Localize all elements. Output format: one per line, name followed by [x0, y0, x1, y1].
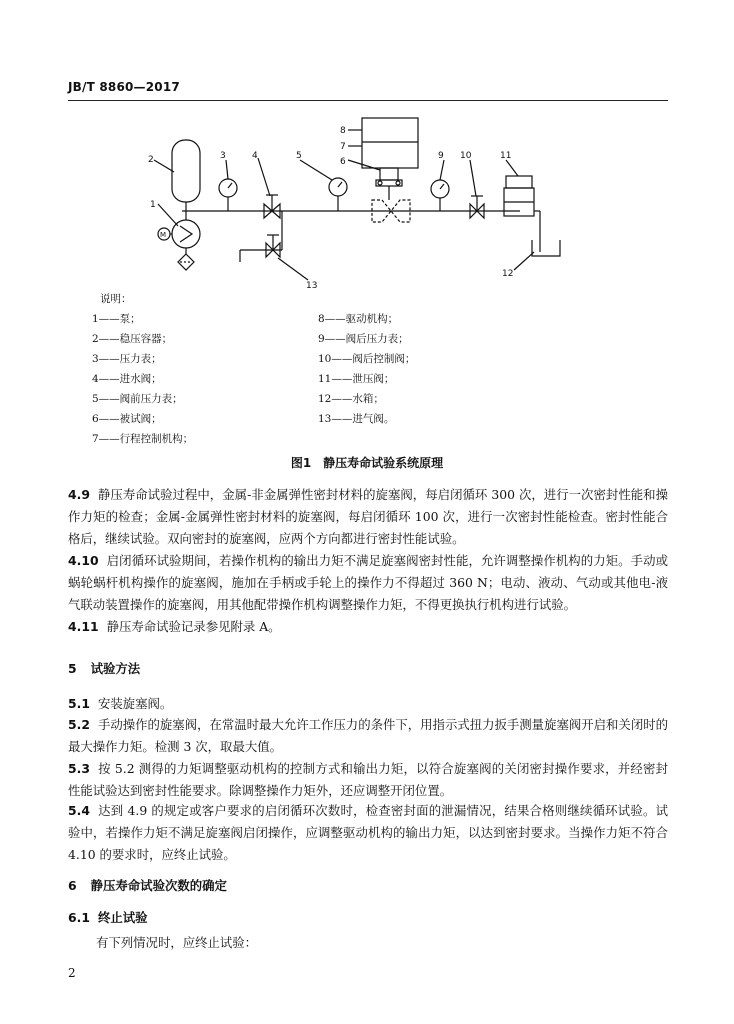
- legend-item: 1——泵；: [92, 313, 141, 325]
- legend-item: 13——进气阀。: [318, 413, 395, 425]
- label-9: 9: [438, 151, 444, 161]
- drive-mechanism-shape: [362, 118, 418, 168]
- label-11: 11: [500, 151, 512, 161]
- section-number: 6: [68, 878, 77, 893]
- clause-text: 按 5.2 测得的力矩调整驱动机构的控制方式和输出力矩，以符合旋塞阀的关闭密封操作要求，并经密封性能试验达到密封性能要求。除调整操作力矩外，还应调整开闭位置。: [68, 761, 668, 798]
- header-rule: [68, 100, 668, 101]
- test-system-diagram: [140, 112, 580, 292]
- legend-title: 说明：: [100, 293, 132, 305]
- clause-4-9: [68, 484, 668, 550]
- legend-left-column: [92, 309, 193, 449]
- clause-5-1: [68, 693, 668, 715]
- section-6-heading: [68, 876, 227, 894]
- legend-item: 12——水箱；: [318, 393, 384, 405]
- clause-number: 4.11: [68, 619, 99, 634]
- legend-right-column: [318, 309, 415, 429]
- legend-item: 5——阀前压力表；: [92, 393, 183, 405]
- label-5: 5: [296, 151, 302, 161]
- water-tank-shape: [532, 240, 560, 256]
- legend-item: 8——驱动机构；: [318, 313, 399, 325]
- clause-text: 达到 4.9 的规定或客户要求的启闭循环次数时，检查密封面的泄漏情况，结果合格则继续循环试验。试验中，若操作力矩不满足旋塞阀启闭操作，应调整驱动机构的输出力矩，以达到密封要求。当操作力矩不符合 4.10 的要求时，应终止试验。: [68, 803, 668, 862]
- legend-item: 4——进水阀；: [92, 373, 162, 385]
- section-5-heading: [68, 659, 140, 677]
- clause-number: 5.1: [68, 696, 90, 711]
- clause-number: 4.10: [68, 553, 99, 568]
- clause-5-2: [68, 714, 668, 758]
- clause-number: 5.4: [68, 803, 90, 818]
- section-title: 试验方法: [90, 661, 141, 676]
- label-7: 7: [340, 142, 346, 152]
- label-2: 2: [148, 155, 154, 165]
- section-number: 5: [68, 661, 77, 676]
- clause-5-4: [68, 800, 668, 866]
- label-4: 4: [252, 151, 258, 161]
- motor-label: M: [160, 231, 167, 239]
- section-6-1-intro: 有下列情况时，应终止试验：: [96, 935, 258, 950]
- clause-text: 静压寿命试验记录参见附录 A。: [106, 619, 281, 634]
- clause-text: 启闭循环试验期间，若操作机构的输出力矩不满足旋塞阀密封性能，允许调整操作机构的力矩。手动或蜗轮蜗杆机构操作的旋塞阀，施加在手柄或手轮上的操作力不得超过 360 N；电动、液动、气动或其他电-液气联动装置操作的旋塞阀，用其他配带操作机构调整操作力矩，不得更换执行机构进行试验。: [68, 553, 668, 612]
- legend-item: 9——阀后压力表；: [318, 333, 409, 345]
- clause-5-3: [68, 758, 668, 802]
- legend-item: 2——稳压容器；: [92, 333, 173, 345]
- legend-item: 11——泄压阀；: [318, 373, 395, 385]
- legend-item: 6——被试阀；: [92, 413, 162, 425]
- clause-text: 静压寿命试验过程中，金属-非金属弹性密封材料的旋塞阀，每启闭循环 300 次，进行一次密封性能和操作力矩的检查；金属-金属弹性密封材料的旋塞阀，每启闭循环 100 次，进行一次密封性能检查。密封性能合格后，继续试验。双向密封的旋塞阀，应两个方向都进行密封性能试验。: [68, 487, 668, 546]
- legend-item: 3——压力表；: [92, 353, 162, 365]
- vessel-shape: [172, 140, 200, 202]
- clause-number: 5.3: [68, 761, 90, 776]
- subsection-number: 6.1: [68, 910, 90, 925]
- relief-valve-shape: [506, 176, 532, 188]
- clause-number: 5.2: [68, 717, 90, 732]
- subsection-6-1-heading: [68, 908, 148, 926]
- clause-4-11: [68, 616, 668, 638]
- clause-number: 4.9: [68, 487, 90, 502]
- clause-text: 安装旋塞阀。: [97, 696, 173, 711]
- subsection-title: 终止试验: [97, 910, 148, 925]
- clause-4-10: [68, 550, 668, 616]
- clause-text: 手动操作的旋塞阀，在常温时最大允许工作压力的条件下，用指示式扭力扳手测量旋塞阀开启和关闭时的最大操作力矩。检测 3 次，取最大值。: [68, 717, 668, 754]
- label-3: 3: [220, 151, 226, 161]
- label-12: 12: [502, 269, 514, 279]
- label-1: 1: [150, 200, 156, 210]
- section-title: 静压寿命试验次数的确定: [90, 878, 227, 893]
- label-6: 6: [340, 157, 346, 167]
- legend-item: 7——行程控制机构；: [92, 433, 194, 445]
- figure-caption: 图1 静压寿命试验系统原理: [290, 456, 444, 470]
- label-13: 13: [306, 281, 318, 291]
- page-number: 2: [68, 966, 76, 980]
- document-code: JB/T 8860—2017: [68, 80, 180, 94]
- legend-item: 10——阀后控制阀；: [318, 353, 416, 365]
- label-8: 8: [340, 126, 346, 136]
- label-10: 10: [460, 151, 472, 161]
